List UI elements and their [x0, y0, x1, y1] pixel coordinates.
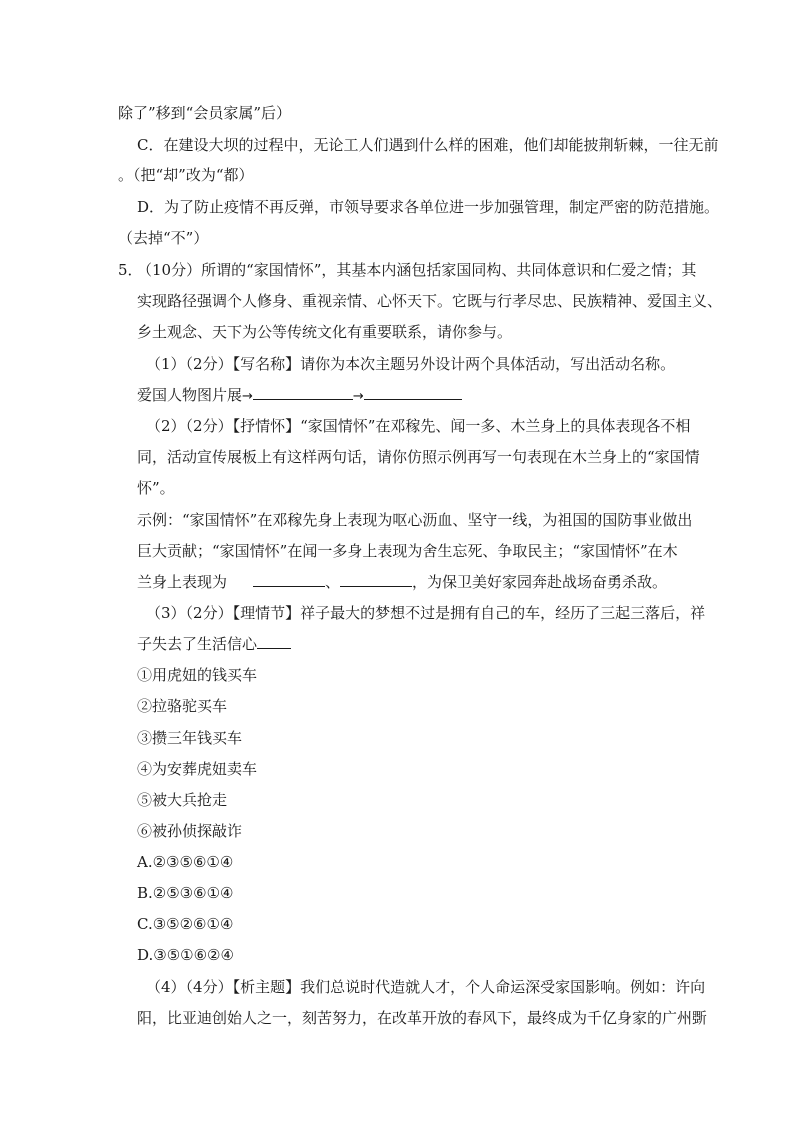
answer-blank[interactable] — [364, 385, 462, 400]
sub-question-3-text — [137, 634, 291, 654]
answer-blank[interactable] — [340, 572, 412, 587]
example-text: 巨大贡献；“家国情怀”在闻一多身上表现为舍生忘死、争取民主；“家国情怀”在木 — [137, 542, 678, 560]
event-item: ③攒三年钱买车 — [137, 729, 243, 747]
text-fragment: ，为保卫美好家园奔赴战场奋勇杀敌。 — [412, 573, 668, 591]
arrow-icon: → — [242, 389, 253, 404]
sub-question-1: （1）（2分）【写名称】请你为本次主题另外设计两个具体活动，写出活动名称。 — [146, 355, 676, 373]
question-5-text: 乡土观念、天下为公等传统文化有重要联系，请你参与。 — [137, 323, 513, 341]
option-c-line: C．在建设大坝的过程中，无论工人们遇到什么样的困难，他们却能披荆斩棘，一往无前 — [137, 136, 719, 154]
option-d-line: D．为了防止疫情不再反弹，市领导要求各单位进一步加强管理，制定严密的防范措施。 — [137, 198, 720, 216]
answer-blank[interactable] — [253, 572, 325, 587]
event-item: ⑤被大兵抢走 — [137, 791, 228, 809]
answer-blank[interactable] — [257, 634, 291, 649]
sub-question-1-answer-line — [137, 385, 462, 407]
sub-question-4-text: 阳，比亚迪创始人之一，刻苦努力，在改革开放的春风下，最终成为千亿身家的广州斲 — [137, 1009, 708, 1027]
event-item: ⑥被孙侦探敲诈 — [137, 822, 243, 840]
choice-b[interactable]: B.②⑤③⑥①④ — [137, 884, 234, 902]
fill-blank-line — [137, 572, 667, 592]
text-fragment: 兰身上表现为 — [137, 573, 228, 591]
example-text: 示例：“家国情怀”在邓稼先身上表现为呕心沥血、坚守一线，为祖国的国防事业做出 — [137, 511, 693, 529]
event-item: ①用虎妞的钱买车 — [137, 666, 258, 684]
sub-question-3: （3）（2分）【理情节】祥子最大的梦想不过是拥有自己的车，经历了三起三落后，祥 — [146, 604, 706, 622]
question-number: 5． — [118, 261, 143, 279]
sub-question-4: （4）（4分）【析主题】我们总说时代造就人才，个人命运深受家国影响。例如：许向 — [146, 978, 706, 996]
answer-blank[interactable] — [253, 385, 353, 400]
choice-d[interactable]: D.③⑤①⑥②④ — [137, 946, 234, 964]
question-5-text: （10分）所谓的“家国情怀”，其基本内涵包括家国同构、共同体意识和仁爱之情；其 — [137, 261, 697, 279]
choice-c[interactable]: C.③⑤②⑥①④ — [137, 915, 234, 933]
text-fragment: 子失去了生活信心 — [137, 635, 258, 653]
question-5-text: 实现路径强调个人修身、重视亲情、心怀天下。它既与行孝尽忠、民族精神、爱国主义、 — [137, 292, 723, 310]
arrow-icon: → — [352, 389, 364, 404]
text-line: （去掉“不”） — [118, 229, 209, 247]
sub-question-2-text: 怀”。 — [137, 479, 175, 497]
event-item: ④为安葬虎妞卖车 — [137, 760, 258, 778]
text-line: 除了”移到“会员家属”后） — [118, 104, 292, 122]
sub-question-2-text: 同，活动宣传展板上有这样两句话，请你仿照示例再写一句表现在木兰身上的“家国情 — [137, 448, 700, 466]
text-line: 。（把“却”改为“都） — [118, 166, 254, 184]
activity-name: 爱国人物图片展 — [137, 386, 243, 404]
event-item: ②拉骆驼买车 — [137, 697, 228, 715]
sub-question-2: （2）（2分）【抒情怀】“家国情怀”在邓稼先、闻一多、木兰身上的具体表现各不相 — [146, 417, 691, 435]
choice-a[interactable]: A.②③⑤⑥①④ — [137, 853, 234, 871]
text-fragment: 、 — [325, 573, 341, 591]
